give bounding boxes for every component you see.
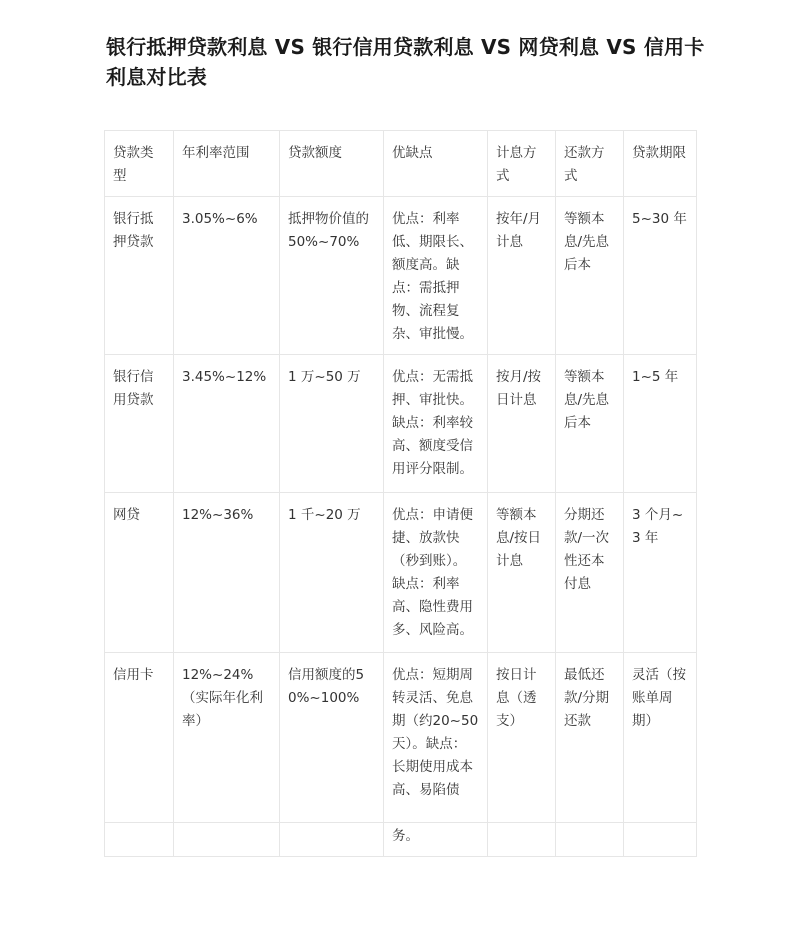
table-row bbox=[105, 653, 697, 823]
table-cell: 等额本息/按日计息 bbox=[488, 493, 556, 653]
table-cell: 1~5 年 bbox=[624, 355, 697, 493]
table-cell bbox=[488, 823, 556, 857]
header-cell-repayment-method: 还款方式 bbox=[556, 131, 624, 197]
table-cell: 12%~36% bbox=[174, 493, 280, 653]
header-cell-interest-method: 计息方式 bbox=[488, 131, 556, 197]
table-cell: 银行信用贷款 bbox=[105, 355, 174, 493]
table-cell bbox=[556, 823, 624, 857]
table-cell: 按日计息（透支） bbox=[488, 653, 556, 823]
table-cell: 1 千~20 万 bbox=[280, 493, 384, 653]
table-cell: 抵押物价值的50%~70% bbox=[280, 197, 384, 355]
table-cell: 信用额度的50%~100% bbox=[280, 653, 384, 823]
table-row bbox=[105, 493, 697, 653]
table-cell: 银行抵押贷款 bbox=[105, 197, 174, 355]
table-cell bbox=[105, 823, 174, 857]
table-cell: 分期还款/一次性还本付息 bbox=[556, 493, 624, 653]
comparison-table bbox=[104, 130, 697, 857]
header-cell-annual-rate: 年利率范围 bbox=[174, 131, 280, 197]
table-cell: 按年/月计息 bbox=[488, 197, 556, 355]
table-row bbox=[105, 355, 697, 493]
table-cell: 优点：利率低、期限长、额度高。缺点：需抵押物、流程复杂、审批慢。 bbox=[384, 197, 488, 355]
table-cell: 3 个月~3 年 bbox=[624, 493, 697, 653]
header-cell-loan-type: 贷款类型 bbox=[105, 131, 174, 197]
table-cell: 按月/按日计息 bbox=[488, 355, 556, 493]
table-cell: 3.45%~12% bbox=[174, 355, 280, 493]
table-cell: 灵活（按账单周期） bbox=[624, 653, 697, 823]
table-cell: 优点：无需抵押、审批快。缺点：利率较高、额度受信用评分限制。 bbox=[384, 355, 488, 493]
table-cell: 优点：申请便捷、放款快（秒到账）。缺点：利率高、隐性费用多、风险高。 bbox=[384, 493, 488, 653]
table-cell: 1 万~50 万 bbox=[280, 355, 384, 493]
table-cell: 5~30 年 bbox=[624, 197, 697, 355]
table-cell bbox=[174, 823, 280, 857]
table-cell: 优点：短期周转灵活、免息期（约20~50天）。缺点：长期使用成本高、易陷债 bbox=[384, 653, 488, 823]
header-cell-loan-amount: 贷款额度 bbox=[280, 131, 384, 197]
header-cell-pros-cons: 优缺点 bbox=[384, 131, 488, 197]
header-cell-loan-term: 贷款期限 bbox=[624, 131, 697, 197]
table-cell: 12%~24%（实际年化利率） bbox=[174, 653, 280, 823]
table-cell: 信用卡 bbox=[105, 653, 174, 823]
table-cell: 3.05%~6% bbox=[174, 197, 280, 355]
table-cell: 等额本息/先息后本 bbox=[556, 355, 624, 493]
table-row-overflow bbox=[105, 823, 697, 857]
page-title: 银行抵押贷款利息 VS 银行信用贷款利息 VS 网贷利息 VS 信用卡利息对比表 bbox=[106, 35, 705, 89]
table-cell: 最低还款/分期还款 bbox=[556, 653, 624, 823]
table-cell: 等额本息/先息后本 bbox=[556, 197, 624, 355]
table-cell bbox=[624, 823, 697, 857]
table-header-row bbox=[105, 131, 697, 197]
table-row bbox=[105, 197, 697, 355]
table-cell: 务。 bbox=[384, 823, 488, 857]
table-cell bbox=[280, 823, 384, 857]
table-cell: 网贷 bbox=[105, 493, 174, 653]
